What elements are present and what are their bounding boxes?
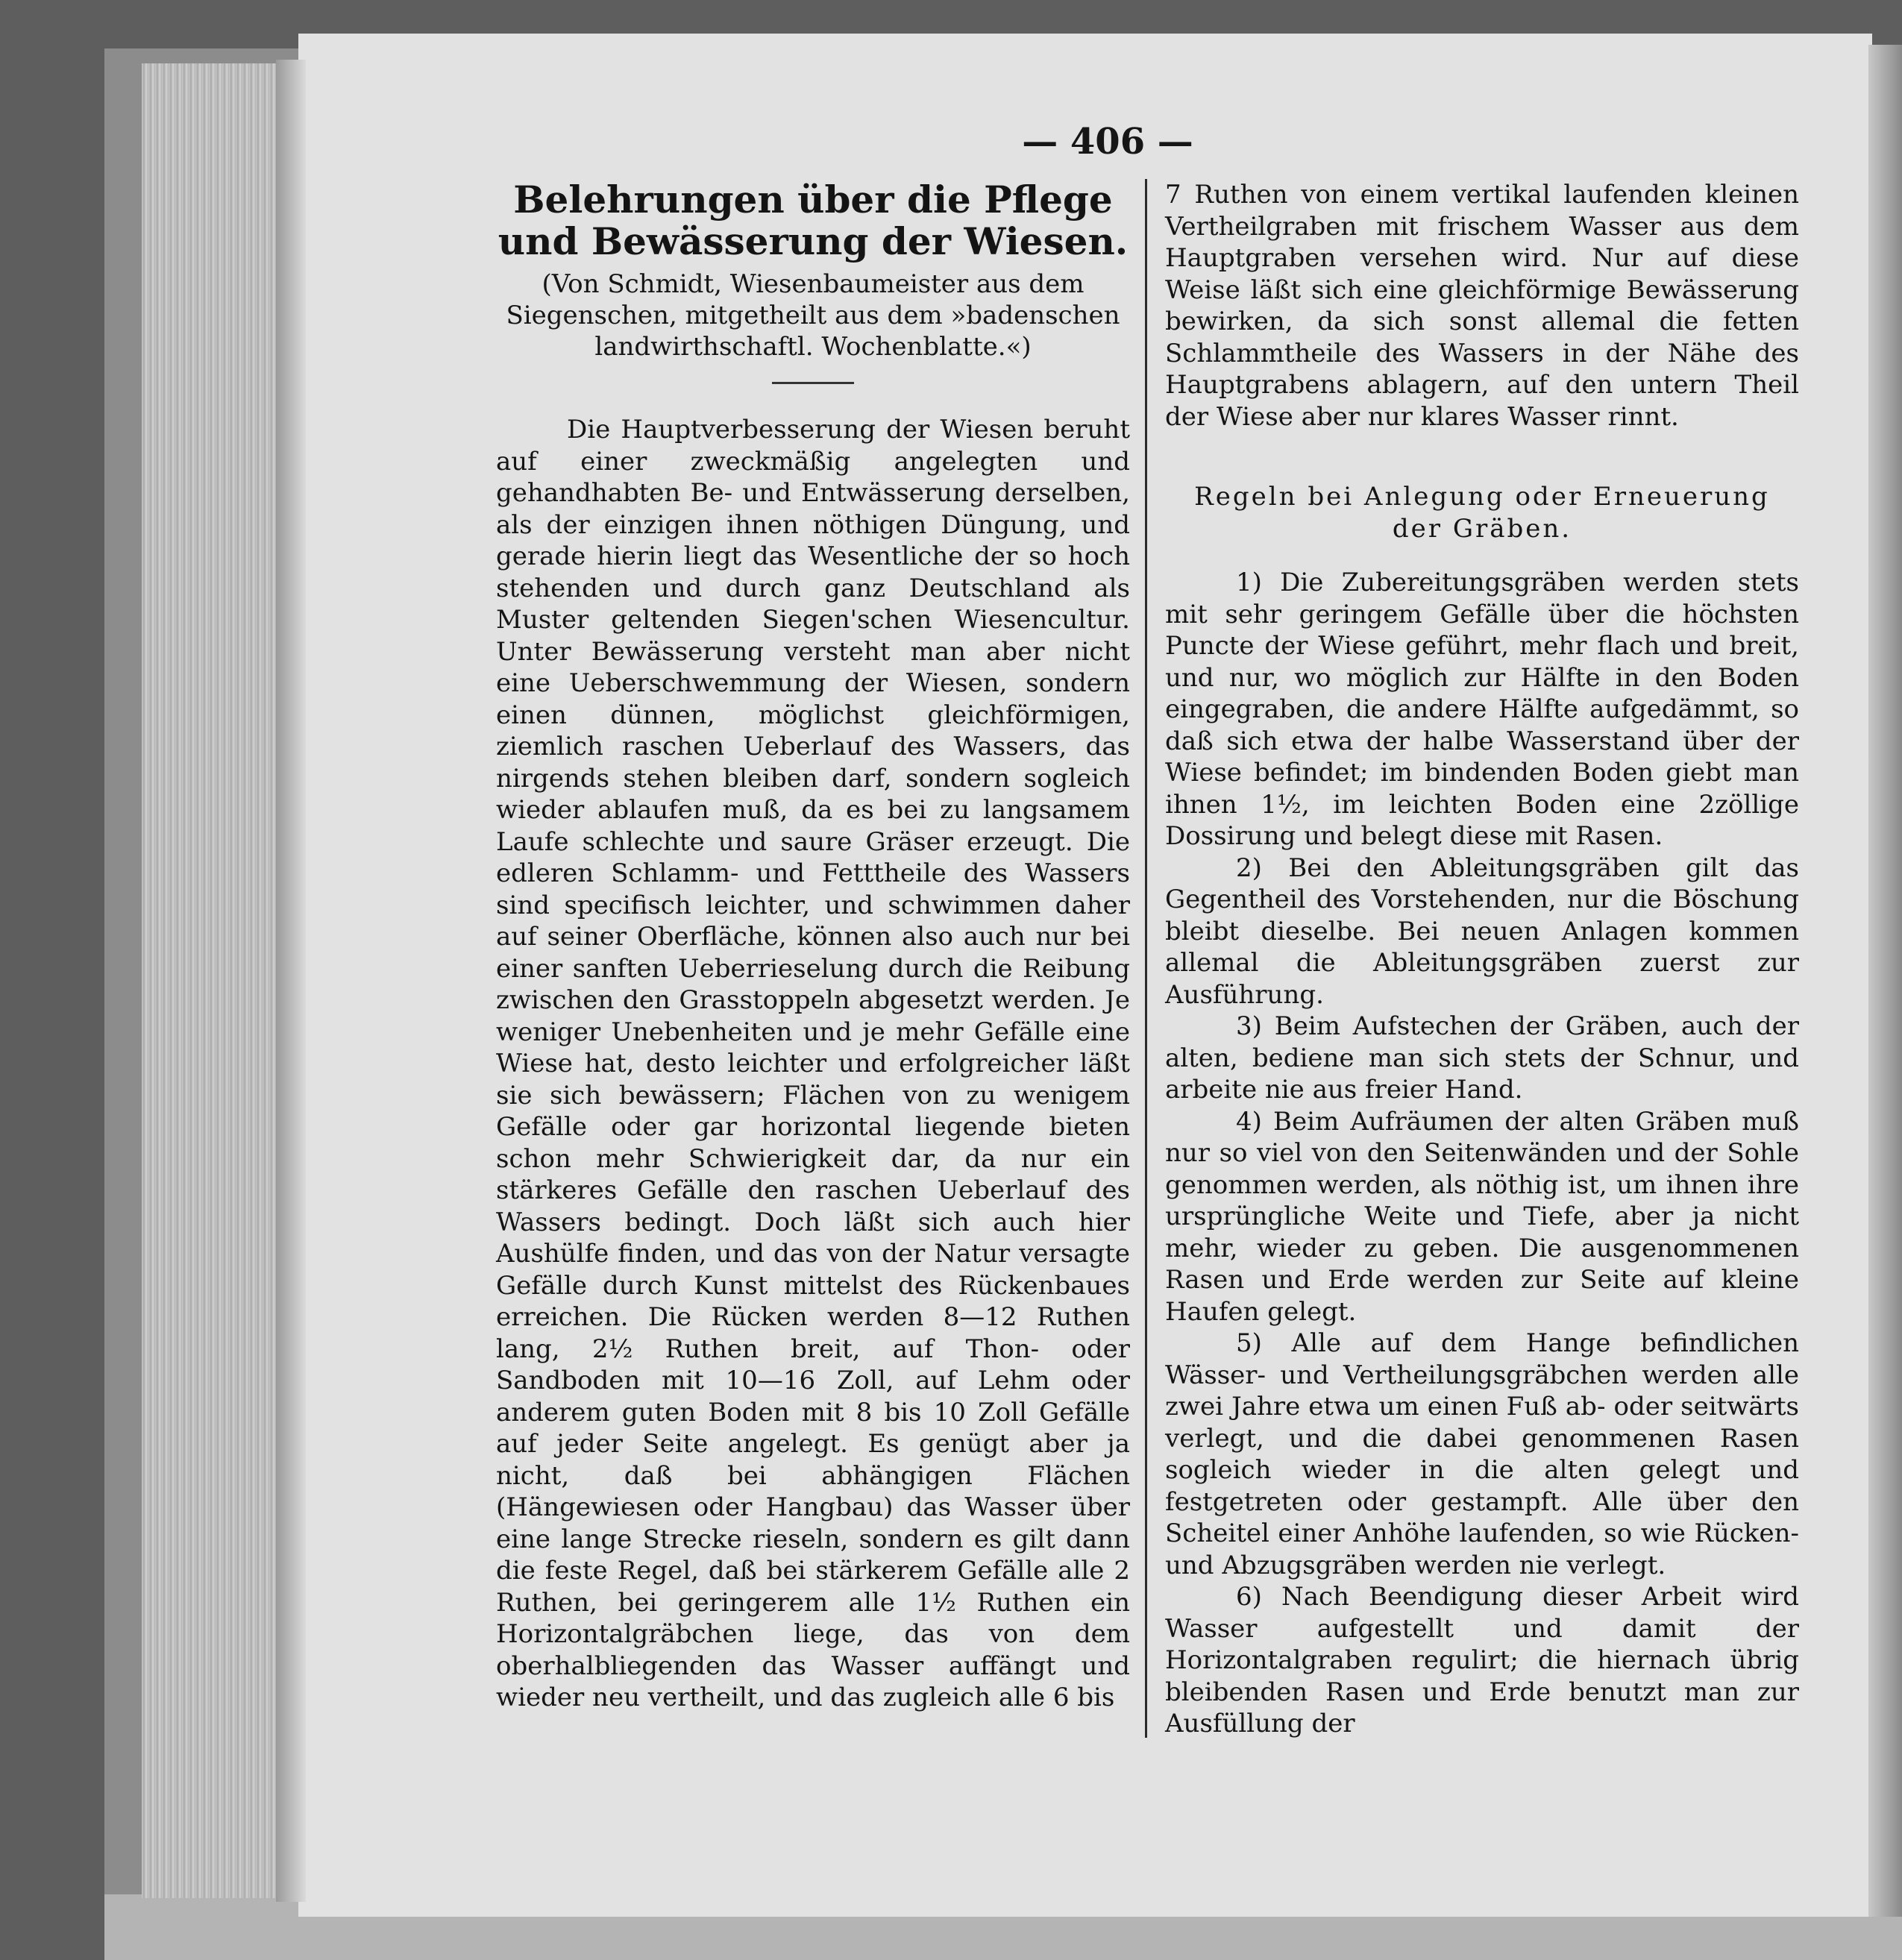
rule-paragraph: 5) Alle auf dem Hange befindlichen Wässer- und Vertheilungsgräbchen werden alle zwei Jahre etwa um einen Fuß ab- oder seitwärts verlegt, und die dabei genommenen Rasen sogleich wieder in die alten gelegt und festgetreten oder gestampft. Alle über den Scheitel einer Anhöhe laufenden, so wie Rücken- und Abzugsgräben werden nie verlegt. (1165, 1328, 1799, 1580)
rule-paragraph: 6) Nach Beendigung dieser Arbeit wird Wasser aufgestellt und damit der Horizontalgraben regulirt; die hiernach übrig bleibenden Rasen und Erde benutzt man zur Ausfüllung der (1165, 1582, 1799, 1738)
right-column (1165, 179, 1799, 1782)
separator-rule (772, 382, 854, 384)
page-gutter (276, 60, 306, 1902)
rule-paragraph: 2) Bei den Ableitungsgräben gilt das Gegentheil des Vorstehenden, nur die Böschung bleibt dieselbe. Bei neuen Anlagen kommen allemal die Ableitungsgräben zuerst zur Ausführung. (1165, 852, 1799, 1010)
rule-paragraph: 4) Beim Aufräumen der alten Gräben muß nur so viel von den Seitenwänden und der Sohle genommen werden, als nöthig ist, um ihnen ihre ursprüngliche Weite und Tiefe, aber ja nicht mehr, wieder zu geben. Die ausgenommenen Rasen und Erde werden zur Seite auf kleine Haufen gelegt. (1165, 1106, 1799, 1327)
left-column (496, 179, 1130, 1782)
rule-paragraph: 3) Beim Aufstechen der Gräben, auch der alten, bediene man sich stets der Schnur, und arbeite nie aus freier Hand. (1165, 1011, 1799, 1105)
page-number: — 406 — (1022, 121, 1193, 163)
page-edges (142, 63, 298, 1898)
article-byline: (Von Schmidt, Wiesenbaumeister aus dem Siegenschen, mitgetheilt aus dem »badenschen landwirthschaftl. Wochenblatte.«) (506, 269, 1120, 362)
rule-paragraph: 1) Die Zubereitungsgräben werden stets mit sehr geringem Gefälle über die höchsten Puncte der Wiese geführt, mehr flach und breit, und nur, wo möglich zur Hälfte in den Boden eingegraben, die andere Hälfte aufgedämmt, so daß sich etwa der halbe Wasserstand über der Wiese befindet; im bindenden Boden giebt man ihnen 1½, im leichten Boden eine 2zöllige Dossirung und belegt diese mit Rasen. (1165, 568, 1799, 851)
section-heading: Regeln bei Anlegung oder Erneuerung der Gräben. (1194, 482, 1770, 544)
right-page-edge (1868, 45, 1902, 1917)
continuation-paragraph: 7 Ruthen von einem vertikal laufenden kleinen Vertheilgraben mit frischem Wasser aus dem Hauptgraben versehen wird. Nur auf diese Weise läßt sich eine gleichförmige Bewässerung bewirken, da sich sonst allemal die fetten Schlammtheile des Wassers in der Nähe des Hauptgrabens ablagern, auf den untern Theil der Wiese aber nur klares Wasser rinnt. (1165, 180, 1799, 432)
article-title: Belehrungen über die Pflege und Bewässerung der Wiesen. (498, 178, 1129, 263)
intro-paragraph: Die Hauptverbesserung der Wiesen beruht auf einer zweckmäßig angelegten und gehandhabten Be- und Entwässerung derselben, als der einzigen ihnen nöthigen Düngung, und gerade hierin liegt das Wesentliche der so hoch stehenden und durch ganz Deutschland als Muster geltenden Siegen'schen Wiesencultur. Unter Bewässerung versteht man aber nicht eine Ueberschwemmung der Wiesen, sondern einen dünnen, möglichst gleichförmigen, ziemlich raschen Ueberlauf des Wassers, das nirgends stehen bleiben darf, sondern sogleich wieder ablaufen muß, da es bei zu langsamem Laufe schlechte und saure Gräser erzeugt. Die edleren Schlamm- und Fetttheile des Wassers sind specifisch leichter, und schwimmen daher auf seiner Oberfläche, können also auch nur bei einer sanften Ueberrieselung durch die Reibung zwischen den Grasstoppeln abgesetzt werden. Je weniger Unebenheiten und je mehr Gefälle eine Wiese hat, desto leichter und erfolgreicher läßt sie sich bewässern; Flächen von zu wenigem Gefälle oder gar horizontal liegende bieten schon mehr Schwierigkeit dar, da nur ein stärkeres Gefälle den raschen Ueberlauf des Wassers bedingt. Doch läßt sich auch hier Aushülfe finden, und das von der Natur versagte Gefälle durch Kunst mittelst des Rückenbaues erreichen. Die Rücken werden 8—12 Ruthen lang, 2½ Ruthen breit, auf Thon- oder Sandboden mit 10—16 Zoll, auf Lehm oder anderem guten Boden mit 8 bis 10 Zoll Gefälle auf jeder Seite angelegt. Es genügt aber ja nicht, daß bei abhängigen Flächen (Hängewiesen oder Hangbau) das Wasser über eine lange Strecke rieseln, sondern es gilt dann die feste Regel, daß bei stärkerem Gefälle alle 2 Ruthen, bei geringerem alle 1½ Ruthen ein Horizontalgräbchen liege, das von dem oberhalbliegenden das Wasser auffängt und wieder neu vertheilt, und das zugleich alle 6 bis (496, 415, 1130, 1712)
column-divider (1145, 179, 1147, 1738)
